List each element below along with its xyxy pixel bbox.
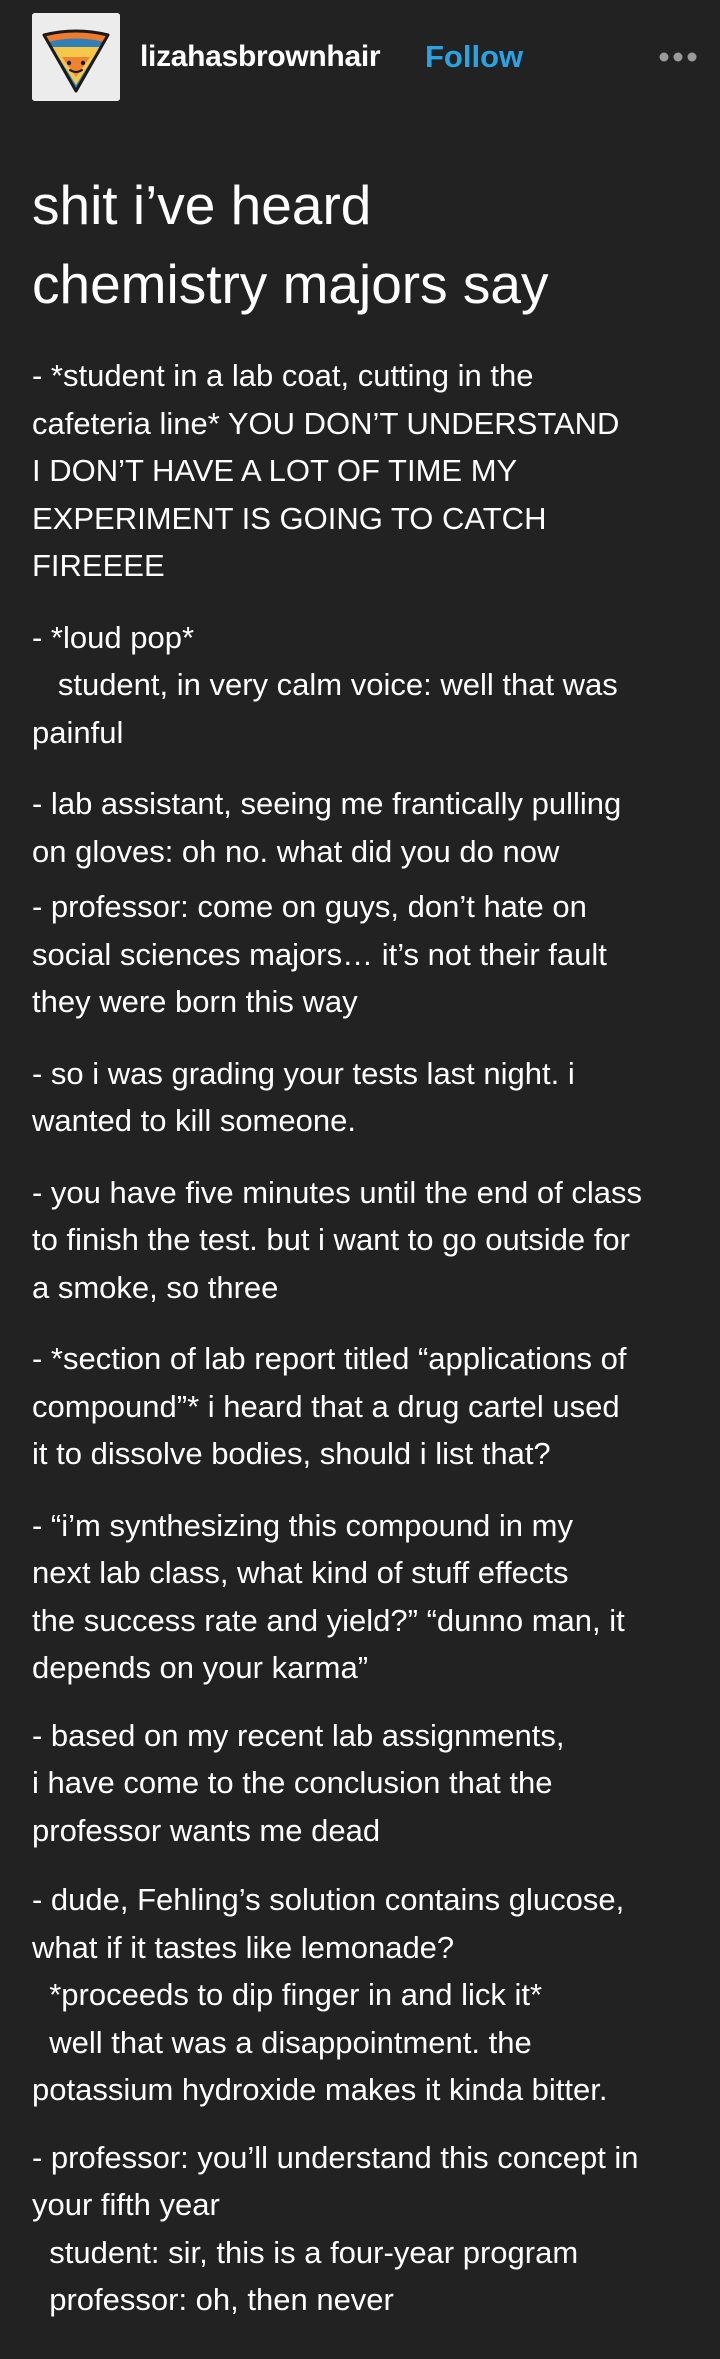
paragraph-line: - you have five minutes until the end of class [32,1174,642,1210]
paragraph-line: the success rate and yield?” “dunno man, it [32,1602,625,1638]
paragraph-line: - “i’m synthesizing this compound in my [32,1507,573,1543]
paragraph-line: professor wants me dead [32,1812,381,1848]
paragraph-line: i have come to the conclusion that the [32,1765,553,1800]
paragraph-line: potassium hydroxide makes it kinda bitter. [32,2072,608,2107]
username-link[interactable]: lizahasbrownhair [140,40,381,73]
paragraph-line: wanted to kill someone. [32,1103,356,1138]
paragraph-line: they were born this way [32,984,358,1019]
post-title-line: shit i’ve heard [32,174,372,236]
post-body [32,166,692,2324]
paragraph-line: your fifth year [32,2187,220,2222]
post-title-line: chemistry majors say [32,253,549,315]
paragraph-line: *proceeds to dip finger in and lick it* [32,1977,543,2012]
post-paragraph [32,352,692,590]
paragraph-line: - professor: come on guys, don’t hate on [32,889,587,924]
paragraph-line: - dude, Fehling’s solution contains glucose, [32,1882,625,1917]
paragraph-line: student, in very calm voice: well that was [32,667,618,702]
paragraph-line: painful [32,714,124,750]
paragraph-line: student: sir, this is a four-year program [32,2234,579,2270]
paragraph-line: - based on my recent lab assignments, [32,1717,565,1753]
paragraph-line: to finish the test. but i want to go outside for [32,1222,630,1257]
paragraph-line: - *loud pop* [32,619,195,655]
paragraph-line: - *section of lab report titled “applications of [32,1341,627,1376]
paragraph-line: - so i was grading your tests last night. i [32,1055,575,1091]
post-paragraph [32,614,692,757]
post-paragraph [32,780,692,875]
paragraph-line: EXPERIMENT IS GOING TO CATCH [32,500,547,536]
more-options-icon[interactable] [658,49,698,65]
post-paragraph [32,1712,692,1855]
post-paragraph [32,1876,692,2114]
post-paragraph [32,2134,692,2324]
post-paragraph [32,883,692,1026]
post-paragraph [32,1050,692,1145]
paragraph-line: - *student in a lab coat, cutting in the [32,358,534,393]
paragraph-line: what if it tastes like lemonade? [32,1929,455,1965]
avatar[interactable] [32,13,120,101]
paragraph-line: - lab assistant, seeing me frantically pulling [32,786,622,821]
paragraph-line: I DON’T HAVE A LOT OF TIME MY [32,453,518,488]
paragraph-line: it to dissolve bodies, should i list that? [32,1436,551,1471]
paragraph-line: - professor: you’ll understand this concept in [32,2139,639,2175]
post-paragraph [32,1169,692,1312]
paragraph-line: FIREEEE [32,548,165,583]
post-header [0,0,720,115]
paragraph-line: on gloves: oh no. what did you do now [32,833,560,869]
paragraph-line: depends on your karma” [32,1650,369,1685]
paragraph-line: well that was a disappointment. the [32,2024,532,2060]
paragraph-line: compound”* i heard that a drug cartel used [32,1388,620,1424]
post-paragraph [32,1502,692,1692]
paragraph-line: next lab class, what kind of stuff effects [32,1555,569,1590]
paragraph-line: professor: oh, then never [32,2282,394,2317]
pizza-slice-icon [32,13,120,101]
follow-button[interactable]: Follow [425,39,524,74]
post-title [32,166,692,324]
post-paragraph [32,1335,692,1478]
paragraph-line: a smoke, so three [32,1269,279,1305]
paragraph-line: cafeteria line* YOU DON’T UNDERSTAND [32,405,620,441]
paragraph-line: social sciences majors… it’s not their fault [32,936,607,972]
